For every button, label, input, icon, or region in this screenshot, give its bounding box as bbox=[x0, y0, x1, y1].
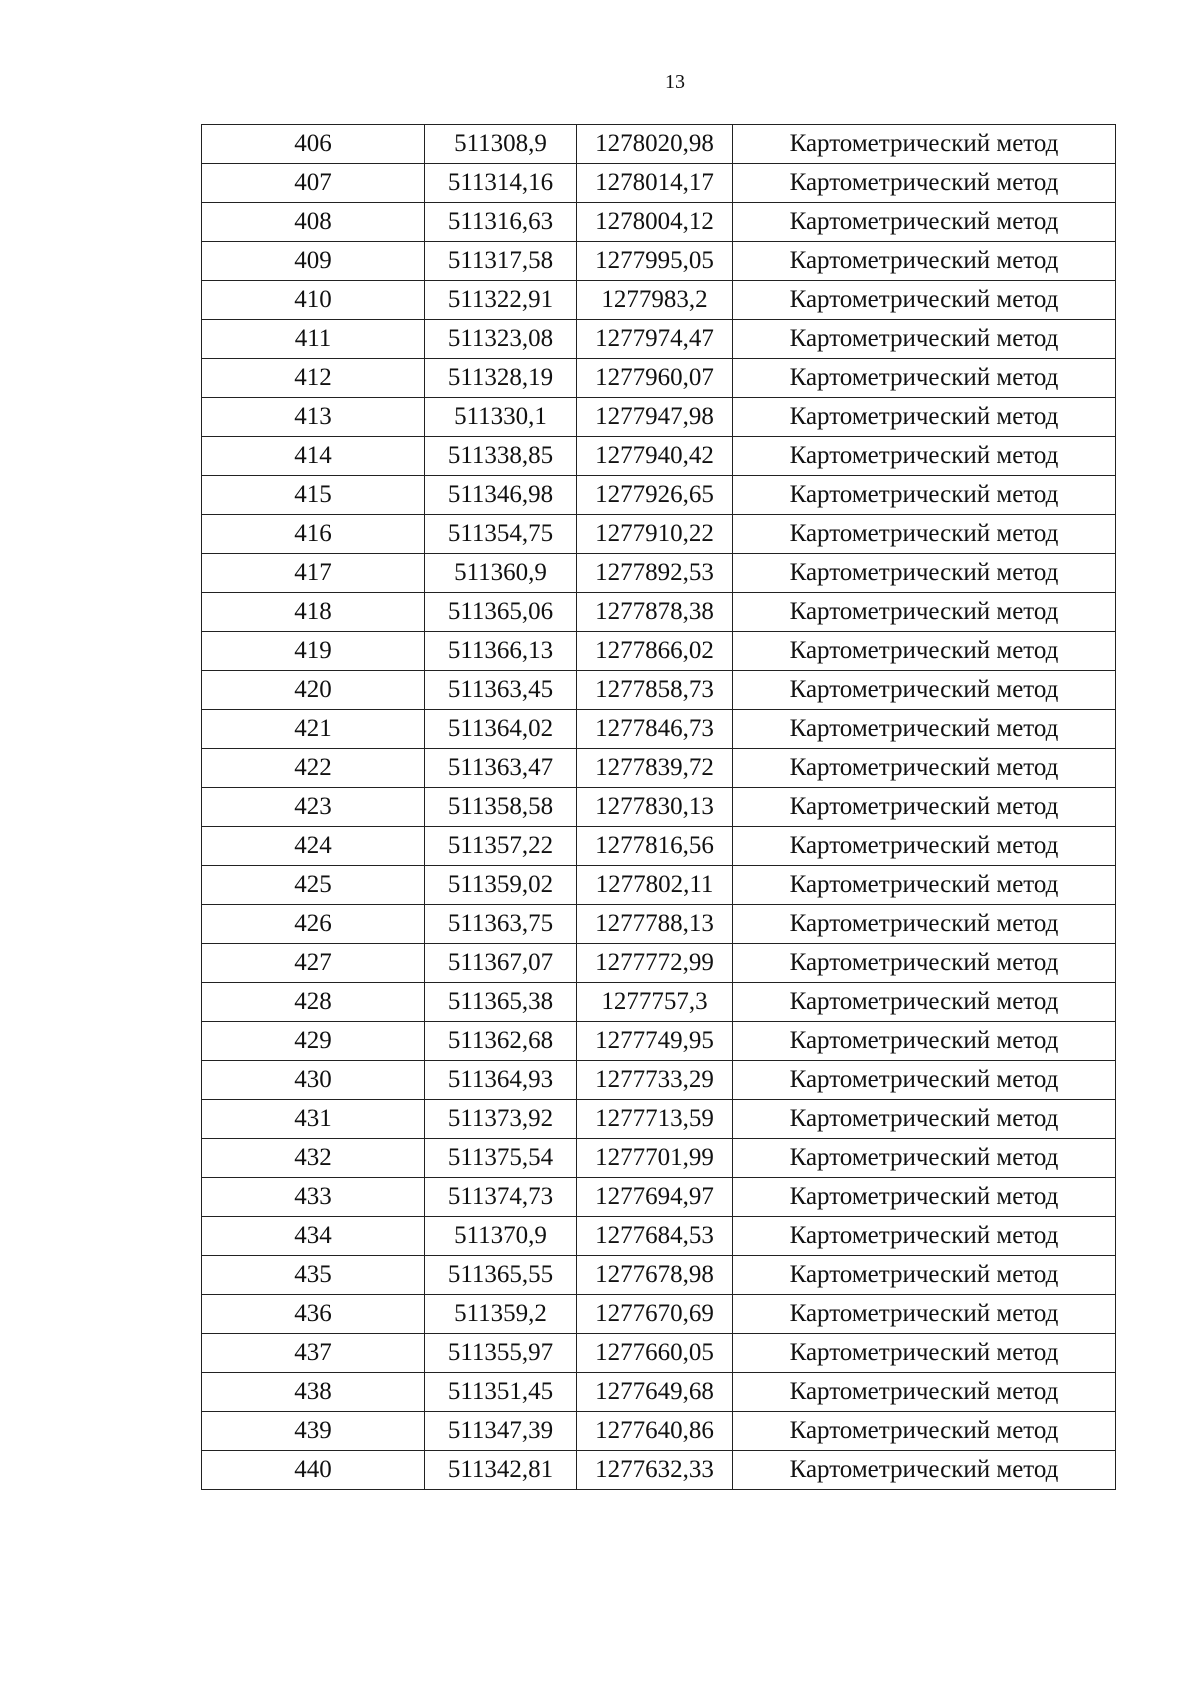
x-coordinate-cell: 511365,55 bbox=[425, 1256, 577, 1295]
x-coordinate-cell: 511374,73 bbox=[425, 1178, 577, 1217]
coordinates-table-body bbox=[202, 125, 1116, 1490]
y-coordinate-cell: 1277866,02 bbox=[577, 632, 733, 671]
table-row bbox=[202, 1022, 1116, 1061]
y-coordinate-cell: 1277640,86 bbox=[577, 1412, 733, 1451]
method-cell: Картометрический метод bbox=[733, 1139, 1116, 1178]
method-cell: Картометрический метод bbox=[733, 281, 1116, 320]
y-coordinate-cell: 1277757,3 bbox=[577, 983, 733, 1022]
table-row bbox=[202, 359, 1116, 398]
x-coordinate-cell: 511363,47 bbox=[425, 749, 577, 788]
x-coordinate-cell: 511360,9 bbox=[425, 554, 577, 593]
point-number-cell: 433 bbox=[202, 1178, 425, 1217]
table-row bbox=[202, 164, 1116, 203]
table-row bbox=[202, 320, 1116, 359]
table-row bbox=[202, 1295, 1116, 1334]
x-coordinate-cell: 511370,9 bbox=[425, 1217, 577, 1256]
method-cell: Картометрический метод bbox=[733, 554, 1116, 593]
table-row bbox=[202, 1217, 1116, 1256]
method-cell: Картометрический метод bbox=[733, 164, 1116, 203]
x-coordinate-cell: 511358,58 bbox=[425, 788, 577, 827]
table-row bbox=[202, 827, 1116, 866]
y-coordinate-cell: 1277892,53 bbox=[577, 554, 733, 593]
y-coordinate-cell: 1277684,53 bbox=[577, 1217, 733, 1256]
y-coordinate-cell: 1277670,69 bbox=[577, 1295, 733, 1334]
y-coordinate-cell: 1277839,72 bbox=[577, 749, 733, 788]
table-row bbox=[202, 749, 1116, 788]
y-coordinate-cell: 1277701,99 bbox=[577, 1139, 733, 1178]
x-coordinate-cell: 511347,39 bbox=[425, 1412, 577, 1451]
table-row bbox=[202, 1100, 1116, 1139]
method-cell: Картометрический метод bbox=[733, 1412, 1116, 1451]
point-number-cell: 421 bbox=[202, 710, 425, 749]
coordinates-table bbox=[201, 124, 1116, 1490]
x-coordinate-cell: 511351,45 bbox=[425, 1373, 577, 1412]
method-cell: Картометрический метод bbox=[733, 593, 1116, 632]
table-row bbox=[202, 1412, 1116, 1451]
y-coordinate-cell: 1277947,98 bbox=[577, 398, 733, 437]
table-row bbox=[202, 593, 1116, 632]
method-cell: Картометрический метод bbox=[733, 125, 1116, 164]
point-number-cell: 435 bbox=[202, 1256, 425, 1295]
y-coordinate-cell: 1277660,05 bbox=[577, 1334, 733, 1373]
point-number-cell: 412 bbox=[202, 359, 425, 398]
point-number-cell: 416 bbox=[202, 515, 425, 554]
x-coordinate-cell: 511366,13 bbox=[425, 632, 577, 671]
table-row bbox=[202, 476, 1116, 515]
x-coordinate-cell: 511359,02 bbox=[425, 866, 577, 905]
point-number-cell: 414 bbox=[202, 437, 425, 476]
point-number-cell: 409 bbox=[202, 242, 425, 281]
y-coordinate-cell: 1278020,98 bbox=[577, 125, 733, 164]
y-coordinate-cell: 1277830,13 bbox=[577, 788, 733, 827]
x-coordinate-cell: 511308,9 bbox=[425, 125, 577, 164]
point-number-cell: 408 bbox=[202, 203, 425, 242]
x-coordinate-cell: 511363,45 bbox=[425, 671, 577, 710]
method-cell: Картометрический метод bbox=[733, 515, 1116, 554]
method-cell: Картометрический метод bbox=[733, 1295, 1116, 1334]
point-number-cell: 426 bbox=[202, 905, 425, 944]
table-row bbox=[202, 242, 1116, 281]
x-coordinate-cell: 511342,81 bbox=[425, 1451, 577, 1490]
method-cell: Картометрический метод bbox=[733, 632, 1116, 671]
y-coordinate-cell: 1277846,73 bbox=[577, 710, 733, 749]
table-row bbox=[202, 866, 1116, 905]
point-number-cell: 424 bbox=[202, 827, 425, 866]
table-row bbox=[202, 398, 1116, 437]
point-number-cell: 422 bbox=[202, 749, 425, 788]
method-cell: Картометрический метод bbox=[733, 1334, 1116, 1373]
y-coordinate-cell: 1277749,95 bbox=[577, 1022, 733, 1061]
y-coordinate-cell: 1277910,22 bbox=[577, 515, 733, 554]
point-number-cell: 431 bbox=[202, 1100, 425, 1139]
y-coordinate-cell: 1277733,29 bbox=[577, 1061, 733, 1100]
x-coordinate-cell: 511363,75 bbox=[425, 905, 577, 944]
method-cell: Картометрический метод bbox=[733, 476, 1116, 515]
y-coordinate-cell: 1277713,59 bbox=[577, 1100, 733, 1139]
table-row bbox=[202, 944, 1116, 983]
method-cell: Картометрический метод bbox=[733, 983, 1116, 1022]
y-coordinate-cell: 1277974,47 bbox=[577, 320, 733, 359]
x-coordinate-cell: 511357,22 bbox=[425, 827, 577, 866]
table-row bbox=[202, 554, 1116, 593]
x-coordinate-cell: 511367,07 bbox=[425, 944, 577, 983]
x-coordinate-cell: 511330,1 bbox=[425, 398, 577, 437]
y-coordinate-cell: 1277960,07 bbox=[577, 359, 733, 398]
point-number-cell: 406 bbox=[202, 125, 425, 164]
point-number-cell: 415 bbox=[202, 476, 425, 515]
method-cell: Картометрический метод bbox=[733, 1022, 1116, 1061]
x-coordinate-cell: 511359,2 bbox=[425, 1295, 577, 1334]
method-cell: Картометрический метод bbox=[733, 1061, 1116, 1100]
table-row bbox=[202, 671, 1116, 710]
table-row bbox=[202, 1061, 1116, 1100]
method-cell: Картометрический метод bbox=[733, 866, 1116, 905]
x-coordinate-cell: 511364,93 bbox=[425, 1061, 577, 1100]
x-coordinate-cell: 511338,85 bbox=[425, 437, 577, 476]
y-coordinate-cell: 1278004,12 bbox=[577, 203, 733, 242]
y-coordinate-cell: 1277772,99 bbox=[577, 944, 733, 983]
point-number-cell: 432 bbox=[202, 1139, 425, 1178]
y-coordinate-cell: 1277632,33 bbox=[577, 1451, 733, 1490]
x-coordinate-cell: 511323,08 bbox=[425, 320, 577, 359]
x-coordinate-cell: 511354,75 bbox=[425, 515, 577, 554]
x-coordinate-cell: 511364,02 bbox=[425, 710, 577, 749]
point-number-cell: 429 bbox=[202, 1022, 425, 1061]
table-row bbox=[202, 1334, 1116, 1373]
table-row bbox=[202, 983, 1116, 1022]
point-number-cell: 428 bbox=[202, 983, 425, 1022]
point-number-cell: 407 bbox=[202, 164, 425, 203]
method-cell: Картометрический метод bbox=[733, 788, 1116, 827]
method-cell: Картометрический метод bbox=[733, 944, 1116, 983]
method-cell: Картометрический метод bbox=[733, 671, 1116, 710]
method-cell: Картометрический метод bbox=[733, 1178, 1116, 1217]
method-cell: Картометрический метод bbox=[733, 1100, 1116, 1139]
method-cell: Картометрический метод bbox=[733, 320, 1116, 359]
method-cell: Картометрический метод bbox=[733, 242, 1116, 281]
point-number-cell: 411 bbox=[202, 320, 425, 359]
y-coordinate-cell: 1277983,2 bbox=[577, 281, 733, 320]
x-coordinate-cell: 511328,19 bbox=[425, 359, 577, 398]
point-number-cell: 425 bbox=[202, 866, 425, 905]
method-cell: Картометрический метод bbox=[733, 1256, 1116, 1295]
y-coordinate-cell: 1277995,05 bbox=[577, 242, 733, 281]
x-coordinate-cell: 511362,68 bbox=[425, 1022, 577, 1061]
y-coordinate-cell: 1277649,68 bbox=[577, 1373, 733, 1412]
x-coordinate-cell: 511317,58 bbox=[425, 242, 577, 281]
method-cell: Картометрический метод bbox=[733, 1451, 1116, 1490]
method-cell: Картометрический метод bbox=[733, 437, 1116, 476]
point-number-cell: 440 bbox=[202, 1451, 425, 1490]
point-number-cell: 438 bbox=[202, 1373, 425, 1412]
table-row bbox=[202, 203, 1116, 242]
y-coordinate-cell: 1277858,73 bbox=[577, 671, 733, 710]
method-cell: Картометрический метод bbox=[733, 1217, 1116, 1256]
table-row bbox=[202, 437, 1116, 476]
page-number: 13 bbox=[665, 71, 685, 93]
table-row bbox=[202, 281, 1116, 320]
x-coordinate-cell: 511322,91 bbox=[425, 281, 577, 320]
point-number-cell: 427 bbox=[202, 944, 425, 983]
method-cell: Картометрический метод bbox=[733, 749, 1116, 788]
table-row bbox=[202, 1256, 1116, 1295]
y-coordinate-cell: 1277816,56 bbox=[577, 827, 733, 866]
x-coordinate-cell: 511316,63 bbox=[425, 203, 577, 242]
method-cell: Картометрический метод bbox=[733, 905, 1116, 944]
method-cell: Картометрический метод bbox=[733, 827, 1116, 866]
point-number-cell: 418 bbox=[202, 593, 425, 632]
table-row bbox=[202, 788, 1116, 827]
method-cell: Картометрический метод bbox=[733, 359, 1116, 398]
x-coordinate-cell: 511365,38 bbox=[425, 983, 577, 1022]
y-coordinate-cell: 1277802,11 bbox=[577, 866, 733, 905]
point-number-cell: 423 bbox=[202, 788, 425, 827]
table-row bbox=[202, 1139, 1116, 1178]
method-cell: Картометрический метод bbox=[733, 1373, 1116, 1412]
point-number-cell: 419 bbox=[202, 632, 425, 671]
point-number-cell: 434 bbox=[202, 1217, 425, 1256]
method-cell: Картометрический метод bbox=[733, 398, 1116, 437]
y-coordinate-cell: 1277678,98 bbox=[577, 1256, 733, 1295]
y-coordinate-cell: 1277926,65 bbox=[577, 476, 733, 515]
y-coordinate-cell: 1277940,42 bbox=[577, 437, 733, 476]
x-coordinate-cell: 511365,06 bbox=[425, 593, 577, 632]
table-row bbox=[202, 710, 1116, 749]
point-number-cell: 420 bbox=[202, 671, 425, 710]
method-cell: Картометрический метод bbox=[733, 203, 1116, 242]
x-coordinate-cell: 511314,16 bbox=[425, 164, 577, 203]
table-row bbox=[202, 515, 1116, 554]
point-number-cell: 410 bbox=[202, 281, 425, 320]
table-row bbox=[202, 1451, 1116, 1490]
point-number-cell: 436 bbox=[202, 1295, 425, 1334]
y-coordinate-cell: 1278014,17 bbox=[577, 164, 733, 203]
y-coordinate-cell: 1277694,97 bbox=[577, 1178, 733, 1217]
table-row bbox=[202, 905, 1116, 944]
table-row bbox=[202, 632, 1116, 671]
point-number-cell: 430 bbox=[202, 1061, 425, 1100]
x-coordinate-cell: 511375,54 bbox=[425, 1139, 577, 1178]
x-coordinate-cell: 511373,92 bbox=[425, 1100, 577, 1139]
table-row bbox=[202, 1178, 1116, 1217]
x-coordinate-cell: 511346,98 bbox=[425, 476, 577, 515]
point-number-cell: 417 bbox=[202, 554, 425, 593]
y-coordinate-cell: 1277878,38 bbox=[577, 593, 733, 632]
point-number-cell: 437 bbox=[202, 1334, 425, 1373]
table-row bbox=[202, 125, 1116, 164]
x-coordinate-cell: 511355,97 bbox=[425, 1334, 577, 1373]
method-cell: Картометрический метод bbox=[733, 710, 1116, 749]
y-coordinate-cell: 1277788,13 bbox=[577, 905, 733, 944]
point-number-cell: 413 bbox=[202, 398, 425, 437]
point-number-cell: 439 bbox=[202, 1412, 425, 1451]
table-row bbox=[202, 1373, 1116, 1412]
